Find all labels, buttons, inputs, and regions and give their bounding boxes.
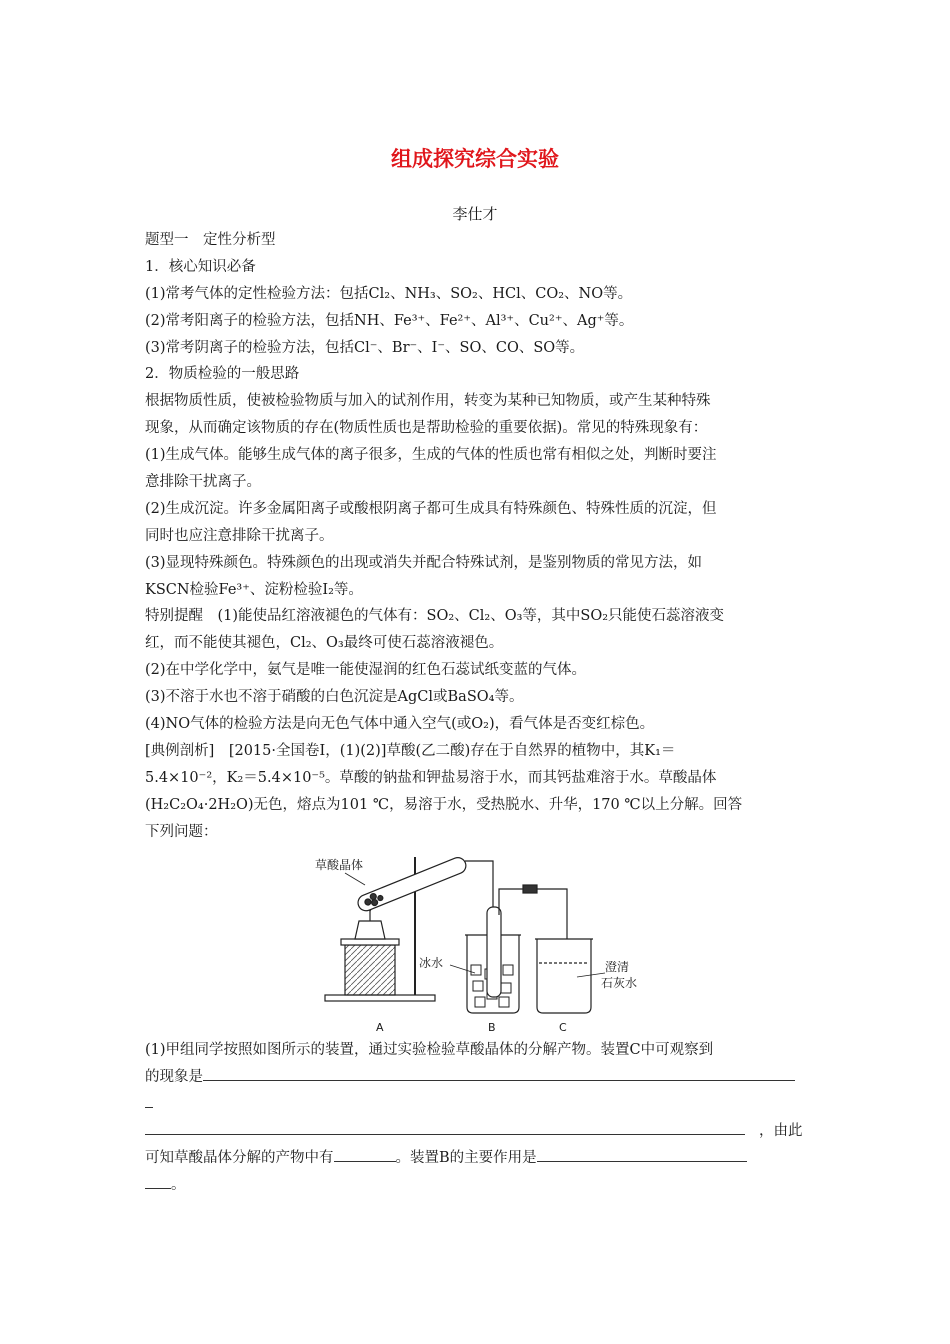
apparatus-figure (145, 847, 807, 1037)
label-limewater-1: 澄清 (605, 960, 630, 975)
label-c: C (559, 1021, 567, 1035)
question-text: 可知草酸晶体分解的产物中有 (145, 1150, 334, 1167)
tube-clamp (523, 885, 537, 893)
paragraph-line: (2)在中学化学中，氨气是唯一能使湿润的红色石蕊试纸变蓝的气体。 (145, 662, 587, 679)
apparatus-diagram (315, 847, 645, 1035)
paragraph-line: 红，而不能使其褪色，Cl₂、O₃最终可使石蕊溶液褪色。 (145, 635, 504, 652)
author: 李仕才 (452, 205, 498, 223)
question-line (145, 1145, 807, 1172)
subheading: 1．核心知识必备 (145, 258, 256, 275)
paragraph-line: KSCN检验Fe³⁺、淀粉检验I₂等。 (145, 581, 363, 598)
question-line (145, 1172, 807, 1199)
paragraph-line: 特别提醒 (1)能使品红溶液褪色的气体有：SO₂、Cl₂、O₃等，其中SO₂只能使石蕊溶液变 (145, 608, 725, 625)
paragraph-line: (4)NO气体的检验方法是向无色气体中通入空气(或O₂)，看气体是否变红棕色。 (145, 716, 655, 733)
label-icewater: 冰水 (419, 956, 444, 971)
page-title: 组成探究综合实验 (391, 147, 559, 171)
question-line (145, 1064, 807, 1091)
paragraph-line: 意排除干扰离子。 (145, 474, 261, 491)
question-line (145, 1118, 807, 1145)
paragraph-line: 同时也应注意排除干扰离子。 (145, 527, 334, 544)
burner-block (345, 945, 395, 995)
subheading: 2．物质检验的一般思路 (145, 366, 300, 383)
answer-blank[interactable] (334, 1145, 396, 1162)
question-text: 的现象是 (145, 1069, 203, 1086)
paragraph-line: (2)生成沉淀。许多金属阳离子或酸根阴离子都可生成具有特殊颜色、特殊性质的沉淀，但 (145, 500, 717, 517)
answer-blank[interactable] (537, 1145, 747, 1162)
paragraph-line: 下列问题： (145, 823, 218, 840)
inner-tube-b (487, 907, 501, 997)
paragraph-line: [典例剖析] [2015·全国卷Ⅰ，(1)(2)]草酸(乙二酸)存在于自然界的植物中，其K₁＝ (145, 742, 676, 759)
paragraph-line: (3)显现特殊颜色。特殊颜色的出现或消失并配合特殊试剂，是鉴别物质的常见方法，如 (145, 554, 703, 571)
paragraph-line: (1)生成气体。能够生成气体的离子很多，生成的气体的性质也常有相似之处，判断时要注 (145, 447, 717, 464)
paragraph-line: 现象，从而确定该物质的存在(物质性质也是帮助检验的重要依据)。常见的特殊现象有： (145, 420, 708, 437)
answer-blank[interactable] (145, 1172, 171, 1189)
paragraph-line: (3)不溶于水也不溶于硝酸的白色沉淀是AgCl或BaSO₄等。 (145, 689, 524, 706)
paragraph-line: 5.4×10⁻²，K₂＝5.4×10⁻⁵。草酸的钠盐和钾盐易溶于水，而其钙盐难溶于水。草酸晶体 (145, 769, 717, 786)
label-a: A (376, 1021, 384, 1035)
question-text: ，由此 (759, 1123, 803, 1140)
label-crystal: 草酸晶体 (315, 858, 364, 873)
section-heading: 题型一 定性分析型 (145, 232, 276, 248)
answer-blank[interactable] (145, 1091, 153, 1108)
stand-base (325, 995, 435, 1001)
question-text: 。装置B的主要作用是 (395, 1150, 537, 1167)
paragraph-line: (3)常考阴离子的检验方法，包括Cl⁻、Br⁻、I⁻、SO、CO、SO等。 (145, 339, 585, 356)
alcohol-lamp (355, 921, 385, 939)
paragraph-line: (H₂C₂O₄·2H₂O)无色，熔点为101 ℃，易溶于水，受热脱水、升华，170 ℃以上分解。回答 (145, 796, 743, 813)
answer-blank[interactable] (145, 1118, 745, 1135)
paragraph-line: (2)常考阳离子的检验方法，包括NH、Fe³⁺、Fe²⁺、Al³⁺、Cu²⁺、Ag⁺等。 (145, 312, 634, 329)
paragraph-line: (1)常考气体的定性检验方法：包括Cl₂、NH₃、SO₂、HCl、CO₂、NO等。 (145, 285, 633, 302)
question-text: 。 (171, 1176, 186, 1193)
label-limewater-2: 石灰水 (601, 976, 638, 991)
document-body (145, 227, 807, 1199)
label-b: B (488, 1021, 496, 1035)
leader-line (345, 873, 365, 885)
paragraph-line: 根据物质性质，使被检验物质与加入的试剂作用，转变为某种已知物质，或产生某种特殊 (145, 393, 711, 410)
question-line (145, 1091, 807, 1118)
burner-top (341, 939, 399, 945)
answer-blank[interactable] (203, 1064, 795, 1081)
question-line: (1)甲组同学按照如图所示的装置，通过实验检验草酸晶体的分解产物。装置C中可观察到 (145, 1042, 714, 1059)
